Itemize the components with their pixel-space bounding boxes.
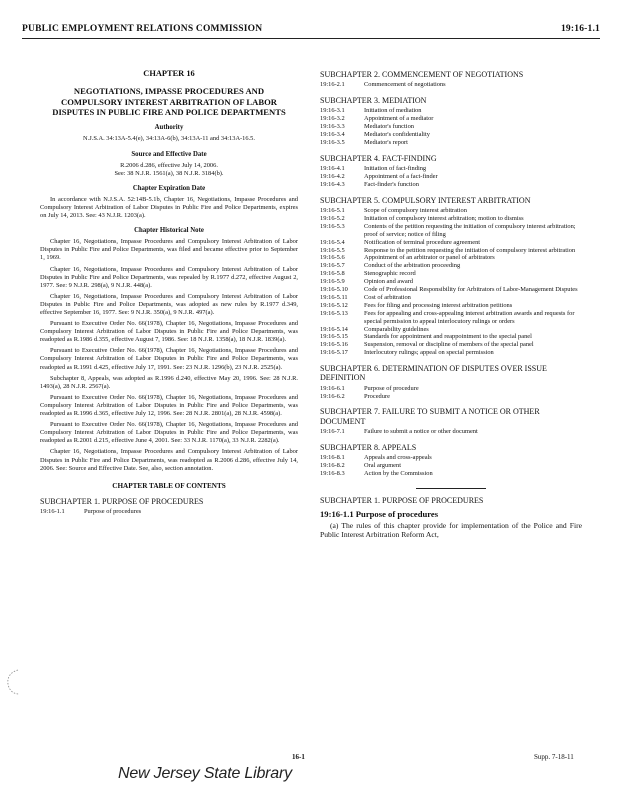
toc-heading: CHAPTER TABLE OF CONTENTS	[112, 481, 226, 490]
toc-section-number: 19:16-4.2	[320, 172, 345, 180]
toc-entry	[320, 262, 582, 270]
toc-section-title: Suspension, removal or discipline of members of the special panel	[364, 341, 534, 349]
toc-section-title: Cost of arbitration	[364, 293, 411, 301]
toc-section-number: 19:16-6.2	[320, 392, 345, 400]
toc-section-title: Fact-finder's function	[364, 180, 419, 188]
toc-entry	[320, 454, 582, 462]
toc-section-number: 19:16-5.6	[320, 254, 345, 262]
header-left-title: PUBLIC EMPLOYMENT RELATIONS COMMISSION	[22, 24, 263, 34]
toc-section-number: 19:16-3.3	[320, 123, 345, 131]
toc-left-part	[40, 497, 298, 516]
toc-section-number: 19:16-5.12	[320, 301, 348, 309]
toc-subchapter-heading: SUBCHAPTER 8. APPEALS	[320, 442, 417, 452]
library-watermark: New Jersey State Library	[118, 765, 292, 782]
toc-entry	[320, 239, 582, 247]
source-line-2: See: 38 N.J.R. 1561(a), 38 N.J.R. 3184(b).	[114, 169, 224, 177]
toc-section-title: Stenographic record	[364, 270, 416, 278]
toc-section-title: Fees for filing and processing interest arbitration petitions	[364, 301, 513, 309]
toc-section-title: Fees for appealing and cross-appealing interest arbitration awards and requests for special permission to appeal interlocutory rulings or orders	[364, 309, 575, 325]
page-number: 16-1	[292, 753, 305, 761]
toc-entry	[320, 470, 582, 478]
toc-section-title: Appointment of an arbitrator or panel of arbitrators	[364, 254, 495, 262]
toc-section-number: 19:16-5.14	[320, 325, 348, 333]
toc-section-number: 19:16-8.3	[320, 469, 345, 477]
toc-section-number: 19:16-5.10	[320, 286, 348, 294]
toc-section-number: 19:16-3.1	[320, 107, 345, 115]
body-section-heading: 19:16-1.1 Purpose of procedures	[320, 508, 439, 519]
toc-entry	[320, 341, 582, 349]
toc-section-title: Interlocutory rulings; appeal on special permission	[364, 349, 494, 357]
authority-text: N.J.S.A. 34:13A-5.4(e), 34:13A-6(b), 34:13A-11 and 34:13A-16.5.	[83, 135, 255, 143]
toc-section-number: 19:16-6.1	[320, 384, 345, 392]
toc-entry	[320, 247, 582, 255]
source-heading: Source and Effective Date	[131, 150, 207, 158]
toc-subchapter-heading: SUBCHAPTER 6. DETERMINATION OF DISPUTES OVER ISSUE DEFINITION	[320, 364, 547, 383]
historical-note-paragraph: Chapter 16, Negotiations, Impasse Procedures and Compulsory Interest Arbitration of Labor Disputes in Public Fire and Police Departments, was adopted as new rules by R.1977 d.349, effective September 16, 1977. See: 9 N.J.R. 350(a), 9 N.J.R. 497(a).	[40, 292, 298, 316]
toc-section-number: 19:16-3.5	[320, 138, 345, 146]
margin-punch-mark-icon	[4, 668, 24, 696]
expiration-text: In accordance with N.J.S.A. 52:14B-5.1b, Chapter 16, Negotiations, Impasse Procedures and Compulsory Interest Arbitration of Labor Disputes in Public Fire and Police Departments, expires on July 14, 2013. See: 43 N.J.R. 1203(a).	[40, 195, 298, 220]
historical-note-paragraph: Chapter 16, Negotiations, Impasse Procedures and Compulsory Interest Arbitration of Labor Disputes in Public Fire and Police Departments, was filed and became effective prior to September 1, 1969.	[40, 238, 298, 262]
historical-note-paragraph: Pursuant to Executive Order No. 66(1978), Chapter 16, Negotiations, Impasse Procedures and Compulsory Interest Arbitration of Labor Disputes in Public Fire and Police Departments, was readopted as R.2001 d.215, effective June 4, 2001. See: 33 N.J.R. 1170(a), 33 N.J.R. 2282(a).	[40, 421, 298, 445]
toc-entry	[320, 294, 582, 302]
toc-section-title: Notification of terminal procedure agreement	[364, 238, 481, 246]
toc-section-title: Opinion and award	[364, 278, 413, 286]
historical-note-paragraph: Pursuant to Executive Order No. 66(1978), Chapter 16, Negotiations, Impasse Procedures and Compulsory Interest Arbitration of Labor Disputes in Public Fire and Police Departments, was readopted as R.1991 d.425, effective July 17, 1991. See: 23 N.J.R. 1296(b), 23 N.J.R. 2525(a).	[40, 347, 298, 371]
toc-entry	[320, 326, 582, 334]
toc-section-number: 19:16-3.4	[320, 131, 345, 139]
expiration-heading: Chapter Expiration Date	[132, 184, 206, 192]
toc-section-title: Code of Professional Responsibility for Arbitrators of Labor-Management Disputes	[364, 286, 578, 294]
toc-entry	[320, 81, 582, 89]
historical-note-paragraph: Subchapter 8, Appeals, was adopted as R.1996 d.240, effective May 20, 1996. See: 28 N.J.R. 1493(a), 28 N.J.R. 2567(a).	[40, 374, 298, 390]
toc-entry	[320, 462, 582, 470]
chapter-title: CHAPTER 16	[143, 69, 195, 78]
toc-section-title: Mediator's report	[364, 138, 408, 146]
toc-entry	[320, 310, 582, 326]
toc-section-title: Mediator's function	[364, 123, 414, 131]
header-section-number: 19:16-1.1	[560, 24, 600, 34]
toc-section-title: Action by the Commission	[364, 469, 433, 477]
toc-subchapter-heading: SUBCHAPTER 4. FACT-FINDING	[320, 153, 437, 163]
toc-section-number: 19:16-7.1	[320, 427, 345, 435]
toc-section-number: 19:16-2.1	[320, 81, 345, 89]
toc-entry	[320, 123, 582, 131]
left-column	[40, 70, 298, 516]
toc-entry	[320, 207, 582, 215]
toc-section-number: 19:16-5.2	[320, 214, 345, 222]
toc-section-title: Response to the petition requesting the initiation of compulsory interest arbitration	[364, 246, 576, 254]
toc-section-title: Initiation of mediation	[364, 107, 422, 115]
toc-end-rule	[416, 488, 486, 489]
toc-entry	[40, 508, 298, 516]
toc-entry	[320, 393, 582, 401]
toc-section-number: 19:16-5.3	[320, 222, 345, 230]
toc-section-number: 19:16-5.16	[320, 341, 348, 349]
toc-section-number: 19:16-4.3	[320, 180, 345, 188]
body-paragraph: (a) The rules of this chapter provide for implementation of the Police and Fire Public Interest Arbitration Reform Act,	[320, 520, 582, 540]
toc-entry	[320, 215, 582, 223]
toc-section-number: 19:16-5.17	[320, 349, 348, 357]
toc-section-title: Standards for appointment and reappointment to the special panel	[364, 333, 532, 341]
toc-entry	[320, 131, 582, 139]
toc-entry	[320, 302, 582, 310]
toc-section-title: Procedure	[364, 392, 390, 400]
historical-note-paragraph: Chapter 16, Negotiations, Impasse Procedures and Compulsory Interest Arbitration of Labor Disputes in Public Fire and Police Departments, was readopted as R.2006 d.286, effective July 14, 2006. See: Source and Effective Date. See, also, section annotation.	[40, 448, 298, 472]
toc-section-title: Purpose of procedure	[364, 384, 419, 392]
toc-section-title: Appointment of a mediator	[364, 115, 434, 123]
body-subchapter-heading: SUBCHAPTER 1. PURPOSE OF PROCEDURES	[320, 495, 484, 505]
toc-entry	[320, 333, 582, 341]
header-rule	[22, 38, 600, 39]
toc-section-number: 19:16-5.9	[320, 278, 345, 286]
toc-section-title: Contents of the petition requesting the initiation of compulsory interest arbitration; proof of service; notice of filing	[364, 222, 576, 238]
toc-entry	[320, 181, 582, 189]
historical-note-paragraph: Chapter 16, Negotiations, Impasse Procedures and Compulsory Interest Arbitration of Labor Disputes in Public Fire and Police Departments, was repealed by R.1977 d.272, effective August 2, 1977. See: 9 N.J.R. 298(a), 9 N.J.R. 448(a).	[40, 265, 298, 289]
toc-entry	[320, 385, 582, 393]
toc-subchapter-heading: SUBCHAPTER 1. PURPOSE OF PROCEDURES	[40, 496, 204, 506]
toc-section-title: Comparability guidelines	[364, 325, 429, 333]
toc-section-number: 19:16-5.8	[320, 270, 345, 278]
toc-section-number: 19:16-3.2	[320, 115, 345, 123]
toc-section-title: Initiation of compulsory interest arbitration; motion to dismiss	[364, 214, 524, 222]
historical-note-heading: Chapter Historical Note	[134, 227, 204, 235]
right-column	[320, 70, 582, 540]
toc-section-title: Purpose of procedures	[84, 507, 142, 515]
toc-section-number: 19:16-8.2	[320, 461, 345, 469]
toc-section-number: 19:16-5.15	[320, 333, 348, 341]
source-line-1: R.2006 d.286, effective July 14, 2006.	[120, 161, 218, 169]
toc-entry	[320, 115, 582, 123]
chapter-subtitle: NEGOTIATIONS, IMPASSE PROCEDURES AND COMPULSORY INTEREST ARBITRATION OF LABOR DISPUTES IN PUBLIC FIRE AND POLICE DEPARTMENTS	[52, 86, 286, 117]
running-header	[22, 24, 600, 34]
toc-section-title: Scope of compulsory interest arbitration	[364, 206, 467, 214]
toc-section-title: Conduct of the arbitration proceeding	[364, 262, 461, 270]
toc-section-number: 19:16-5.13	[320, 309, 348, 317]
toc-section-number: 19:16-5.4	[320, 238, 345, 246]
historical-note-paragraph: Pursuant to Executive Order No. 66(1978), Chapter 16, Negotiations, Impasse Procedures and Compulsory Interest Arbitration of Labor Disputes in Public Fire and Police Departments, was readopted as R.1986 d.355, effective August 7, 1986. See: 18 N.J.R. 1358(a), 18 N.J.R. 1839(a).	[40, 320, 298, 344]
toc-section-title: Mediator's confidentiality	[364, 131, 430, 139]
toc-subchapter-heading: SUBCHAPTER 2. COMMENCEMENT OF NEGOTIATIONS	[320, 70, 524, 79]
toc-subchapter-heading: SUBCHAPTER 5. COMPULSORY INTEREST ARBITRATION	[320, 195, 531, 205]
toc-section-number: 19:16-5.11	[320, 293, 348, 301]
toc-entry	[320, 278, 582, 286]
toc-entry	[320, 139, 582, 147]
toc-subchapter-heading: SUBCHAPTER 7. FAILURE TO SUBMIT A NOTICE OR OTHER DOCUMENT	[320, 407, 540, 426]
toc-section-number: 19:16-4.1	[320, 165, 345, 173]
historical-note-paragraph: Pursuant to Executive Order No. 66(1978), Chapter 16, Negotiations, Impasse Procedures and Compulsory Interest Arbitration of Labor Disputes in Public Fire and Police Departments, was readopted as R.1996 d.365, effective July 12, 1996. See: 28 N.J.R. 2801(a), 28 N.J.R. 4598(a).	[40, 393, 298, 418]
toc-entry	[320, 270, 582, 278]
toc-entry	[320, 223, 582, 239]
toc-section-title: Failure to submit a notice or other document	[364, 427, 478, 435]
toc-section-title: Appointment of a fact-finder	[364, 172, 438, 180]
supplement-date: Supp. 7-18-11	[534, 753, 574, 761]
toc-entry	[320, 286, 582, 294]
toc-section-number: 19:16-5.1	[320, 206, 345, 214]
toc-entry	[320, 173, 582, 181]
toc-entry	[320, 254, 582, 262]
toc-section-number: 19:16-1.1	[40, 507, 65, 515]
historical-note-list	[40, 238, 298, 472]
toc-entry	[320, 165, 582, 173]
toc-section-title: Initiation of fact-finding	[364, 165, 427, 173]
toc-section-title: Oral argument	[364, 461, 401, 469]
toc-entry	[320, 349, 582, 357]
toc-subchapter-heading: SUBCHAPTER 3. MEDIATION	[320, 96, 427, 106]
toc-entry	[320, 428, 582, 436]
toc-section-number: 19:16-8.1	[320, 453, 345, 461]
toc-right-part	[320, 70, 582, 478]
toc-section-title: Commencement of negotiations	[364, 81, 446, 89]
toc-section-number: 19:16-5.7	[320, 262, 345, 270]
toc-section-title: Appeals and cross-appeals	[364, 453, 432, 461]
toc-entry	[320, 107, 582, 115]
toc-section-number: 19:16-5.5	[320, 246, 345, 254]
authority-heading: Authority	[154, 124, 184, 132]
